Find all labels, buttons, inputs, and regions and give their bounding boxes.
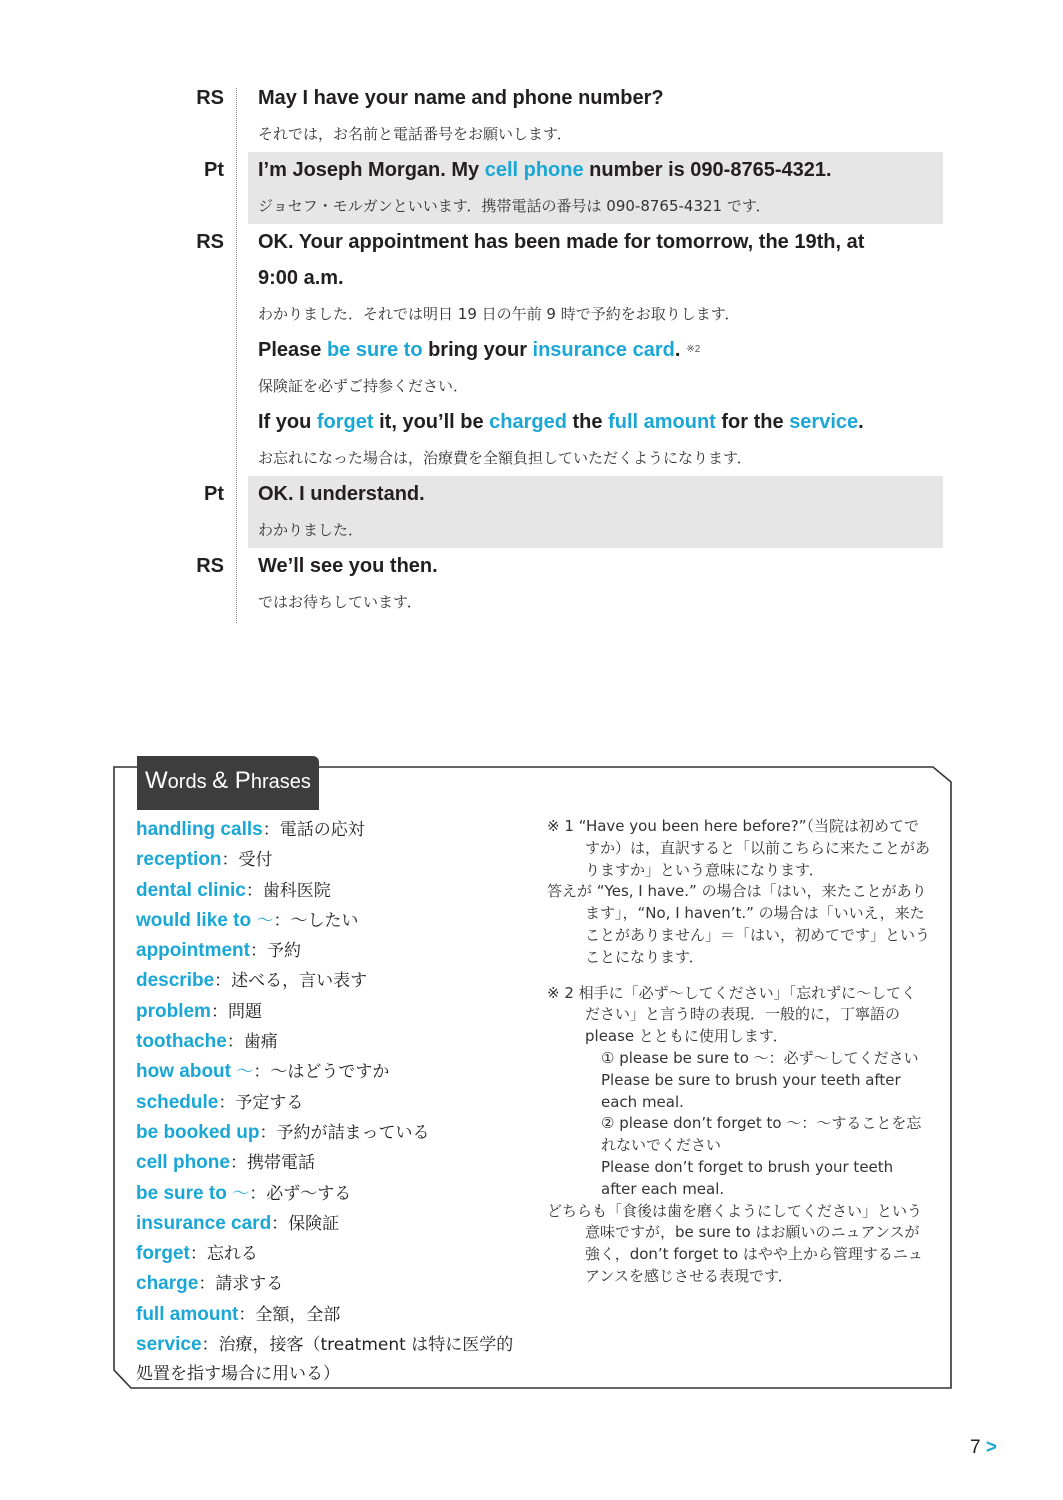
key-phrase: be sure to xyxy=(326,339,423,361)
page-number xyxy=(970,1437,997,1459)
english-text: OK. Your appointment has been made for tomorrow, the 19th, at xyxy=(258,231,865,253)
vocab-term: insurance card xyxy=(136,1212,272,1234)
vocab-definition: ：予約 xyxy=(250,941,301,962)
vocab-definition: ：保険証 xyxy=(271,1213,340,1234)
vocab-term: describe xyxy=(136,970,215,992)
vocab-definition: ：予定する xyxy=(218,1092,304,1113)
vocab-definition: ：受付 xyxy=(221,850,273,871)
english-line xyxy=(258,476,943,512)
dialogue-turn xyxy=(188,80,943,152)
english-line xyxy=(258,152,943,188)
english-line xyxy=(258,224,943,260)
note-example-ja: ① please be sure to ～：必ず～してください xyxy=(601,1048,919,1067)
english-text: number is 090-8765-4321. xyxy=(583,159,832,181)
vocab-definition: ：電話の応対 xyxy=(262,820,365,840)
key-phrase: forget xyxy=(316,411,374,433)
note-example-ja: ② please don’t forget to ～：～することを忘れないでください xyxy=(601,1114,922,1155)
english-line xyxy=(258,260,943,296)
vocab-definition: ：必ず～する xyxy=(249,1183,352,1204)
vocab-definition: ：問題 xyxy=(210,1001,262,1022)
title-ords: ords xyxy=(167,771,213,793)
vocab-item xyxy=(136,1330,528,1390)
japanese-line: ではお待ちしています． xyxy=(258,593,422,611)
title-p: P xyxy=(228,767,251,794)
vocab-term: would like to xyxy=(136,909,252,931)
vocab-item xyxy=(136,997,528,1027)
vocab-term: full amount xyxy=(136,1303,239,1325)
vocab-term: schedule xyxy=(136,1091,219,1113)
english-text: OK. I understand. xyxy=(258,483,425,505)
key-phrase: full amount xyxy=(608,411,716,433)
vocab-item xyxy=(136,1118,528,1148)
speaker-label: RS xyxy=(196,555,224,577)
vocab-item xyxy=(136,1027,528,1057)
key-phrase: service xyxy=(789,411,859,433)
vocab-item xyxy=(136,845,528,875)
vocab-item xyxy=(136,966,528,996)
vocab-term: handling calls xyxy=(136,819,263,840)
english-line xyxy=(258,404,943,440)
english-text: If you xyxy=(258,411,317,433)
vocab-term: service xyxy=(136,1334,202,1356)
english-line xyxy=(258,80,943,116)
dialogue xyxy=(188,80,943,620)
vocab-term: problem xyxy=(136,1000,211,1022)
vocab-term: dental clinic xyxy=(136,879,246,901)
vocab-item xyxy=(136,1300,528,1330)
english-text: May I have your name and phone number? xyxy=(258,87,664,109)
vocab-term: appointment xyxy=(136,940,250,962)
vocab-item xyxy=(136,1088,528,1118)
vocab-item xyxy=(136,1239,528,1269)
note-reference: ※2 xyxy=(686,344,701,355)
vocab-definition: ：携帯電話 xyxy=(229,1153,315,1174)
page-number-text: 7 xyxy=(970,1437,981,1458)
footnote xyxy=(547,816,931,969)
english-text: the xyxy=(566,411,609,433)
vocab-item xyxy=(136,906,528,936)
english-text: . xyxy=(858,411,864,433)
vocab-item xyxy=(136,936,528,966)
dialogue-turn xyxy=(188,224,943,476)
dialogue-turn xyxy=(204,476,943,548)
vocab-term: forget xyxy=(136,1243,190,1265)
japanese-line: 保険証を必ずご持参ください． xyxy=(258,377,469,395)
key-phrase: insurance card xyxy=(532,339,675,361)
turn-body xyxy=(258,476,943,548)
speaker-label: Pt xyxy=(204,483,224,505)
vocab-term: reception xyxy=(136,849,222,871)
vocab-item xyxy=(136,1057,528,1087)
vocab-definition: ：述べる，言い表す xyxy=(214,971,368,992)
note-line: ※ 2 相手に「必ず～してください」「忘れずに～してください」と言う時の表現．一般的に，丁寧語の please とともに使用します． xyxy=(547,983,917,1046)
vocab-item xyxy=(136,815,528,845)
turn-body xyxy=(258,548,943,620)
speaker-label: RS xyxy=(196,231,224,253)
turn-body xyxy=(258,152,943,224)
title-w: W xyxy=(145,767,168,794)
vocab-definition: ：歯痛 xyxy=(226,1032,278,1053)
vocab-item xyxy=(136,1269,528,1299)
english-line xyxy=(258,332,943,368)
vocab-item xyxy=(136,876,528,906)
title-amp: & xyxy=(212,767,229,794)
vocab-term: toothache xyxy=(136,1031,227,1053)
vocab-item xyxy=(136,1209,528,1239)
vocab-definition: ：全額，全部 xyxy=(238,1304,341,1325)
vocab-definition: ：治療，接客（treatment は特に医学的処置を指す場合に用いる） xyxy=(136,1335,514,1385)
vocab-term: be sure to xyxy=(136,1182,227,1204)
japanese-line: わかりました． xyxy=(258,521,364,539)
vocab-definition: ：～したい xyxy=(273,910,359,931)
title-hrases: hrases xyxy=(250,771,311,793)
vocab-term: charge xyxy=(136,1273,199,1295)
english-text: I’m Joseph Morgan. My xyxy=(258,159,485,181)
vocabulary-list xyxy=(136,815,528,1390)
key-phrase: charged xyxy=(489,411,567,433)
vocab-term: be booked up xyxy=(136,1121,260,1143)
english-text: 9:00 a.m. xyxy=(258,267,344,289)
vocab-term: cell phone xyxy=(136,1152,230,1174)
vocab-definition: ：予約が詰まっている xyxy=(259,1122,430,1143)
japanese-line: わかりました．それでは明日 19 日の午前 9 時で予約をお取りします． xyxy=(258,305,740,323)
vocab-tilde: ～ xyxy=(251,910,274,931)
vocab-definition: ：請求する xyxy=(198,1274,284,1295)
japanese-line: ジョセフ・モルガンといいます．携帯電話の番号は 090-8765-4321 です． xyxy=(258,197,771,215)
english-text: Please xyxy=(258,339,327,361)
english-text: We’ll see you then. xyxy=(258,555,438,577)
dialogue-turn xyxy=(204,152,943,224)
note-line: ※ 1 “Have you been here before?”（当院は初めてですか）は，直訳すると「以前こちらに来たことがありますか」という意味になります． xyxy=(547,817,931,879)
vocab-term: how about xyxy=(136,1061,231,1083)
english-text: for the xyxy=(715,411,790,433)
vocab-definition: ：～はどうですか xyxy=(253,1062,390,1083)
note-line: 答えが “Yes, I have.” の場合は「はい，来たことがあります」，“No, I haven’t.” の場合は「いいえ，来たことがありません」＝「はい，初めてです」ということになります． xyxy=(547,882,931,966)
turn-body xyxy=(258,80,943,152)
japanese-line: お忘れになった場合は，治療費を全額負担していただくようになります． xyxy=(258,449,752,467)
key-phrase: cell phone xyxy=(484,159,584,181)
dialogue-rows xyxy=(188,80,943,620)
notes-list xyxy=(547,816,931,1302)
english-text: . xyxy=(674,339,681,361)
english-text: it, you’ll be xyxy=(373,411,490,433)
dialogue-turn xyxy=(188,548,943,620)
note-example-en: Please be sure to brush your teeth after each meal. xyxy=(601,1070,901,1111)
english-line xyxy=(258,548,943,584)
next-page-arrow-icon[interactable]: > xyxy=(985,1437,997,1458)
words-phrases-title xyxy=(137,756,319,810)
vocab-definition: ：忘れる xyxy=(189,1244,258,1265)
japanese-line: それでは，お名前と電話番号をお願いします． xyxy=(258,125,572,143)
vocab-tilde: ～ xyxy=(226,1183,250,1204)
english-text: bring your xyxy=(422,339,533,361)
vocab-item xyxy=(136,1148,528,1178)
vocab-definition: ：歯科医院 xyxy=(245,880,331,901)
speaker-label: Pt xyxy=(204,159,224,181)
vocab-tilde: ～ xyxy=(230,1062,254,1083)
vocab-item xyxy=(136,1179,528,1209)
turn-body xyxy=(258,224,943,476)
note-line: どちらも「食後は歯を磨くようにしてください」という意味ですが，be sure to はお願いのニュアンスが強く，don’t forget to はやや上から管理するニュアンスを感じさせる表現です． xyxy=(547,1201,923,1285)
speaker-label: RS xyxy=(196,87,224,109)
footnote xyxy=(547,983,931,1288)
note-example-en: Please don’t forget to brush your teeth after each meal. xyxy=(601,1157,894,1198)
